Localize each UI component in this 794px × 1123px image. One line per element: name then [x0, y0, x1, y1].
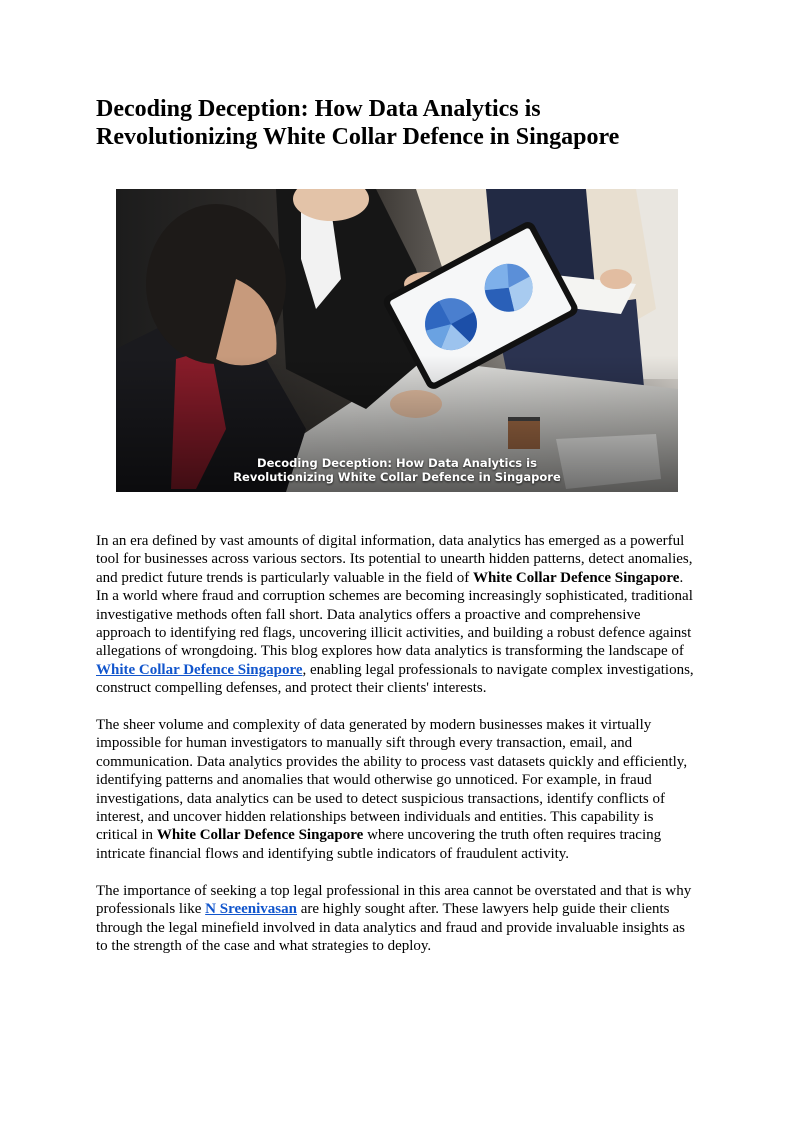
hero-caption [227, 456, 567, 484]
article-body [96, 532, 696, 974]
white-collar-defence-link[interactable]: White Collar Defence Singapore [96, 661, 303, 678]
paragraph-text: The importance of seeking a top legal professional in this area cannot be overstated and that is why professionals like [96, 882, 692, 918]
paragraph-text: The sheer volume and complexity of data generated by modern businesses makes it virtually impossible for human investigators to manually sift through every transaction, email, and communication. Data analytics provides the ability to process vast datasets quickly and efficiently, identifying patterns and anomalies that would otherwise go unnoticed. For example, in fraud investigations, data analytics can be used to detect suspicious transactions, identify conflicts of interest, and uncover hidden relationships between individuals and entities. This capability is critical in [96, 717, 688, 844]
bold-keyword: White Collar Defence Singapore [156, 827, 364, 844]
page-title: Decoding Deception: How Data Analytics is Revolutionizing White Collar Defence in Singapore [96, 96, 620, 150]
paragraph-intro [96, 532, 696, 698]
paragraph-text: . In a world where fraud and corruption schemes are becoming increasingly sophisticated, traditional investigative methods often fall short. Data analytics offers a proactive and comprehensive approach to identifying red flags, uncovering illicit activities, and building a robust defence against allegations of wrongdoing. This blog explores how data analytics is transforming the landscape of [96, 569, 693, 660]
n-sreenivasan-link[interactable]: N Sreenivasan [205, 901, 297, 918]
paragraph-text: In an era defined by vast amounts of digital information, data analytics has emerged as a powerful tool for businesses across various sectors. Its potential to unearth hidden patterns, detect anomalies, and predict future trends is particularly valuable in the field of [96, 533, 693, 586]
hero-illustration [116, 189, 678, 492]
paragraph-data-volume [96, 716, 696, 863]
hero-caption-line: Revolutionizing White Collar Defence in Singapore [233, 470, 561, 484]
bold-keyword: White Collar Defence Singapore [472, 569, 680, 586]
paragraph-legal-professional [96, 882, 696, 956]
paragraph-text: where uncovering the truth often requires tracing intricate financial flows and identifying subtle indicators of fraudulent activity. [96, 827, 662, 862]
hero-image [116, 189, 678, 492]
paragraph-text: are highly sought after. These lawyers help guide their clients through the legal minefield involved in data analytics and fraud and provide invaluable insights as to the strength of the case and what strategies to deploy. [96, 901, 686, 954]
hero-caption-line: Decoding Deception: How Data Analytics is [257, 456, 537, 470]
paragraph-text: , enabling legal professionals to navigate complex investigations, construct compelling defenses, and protect their clients' interests. [96, 661, 694, 697]
